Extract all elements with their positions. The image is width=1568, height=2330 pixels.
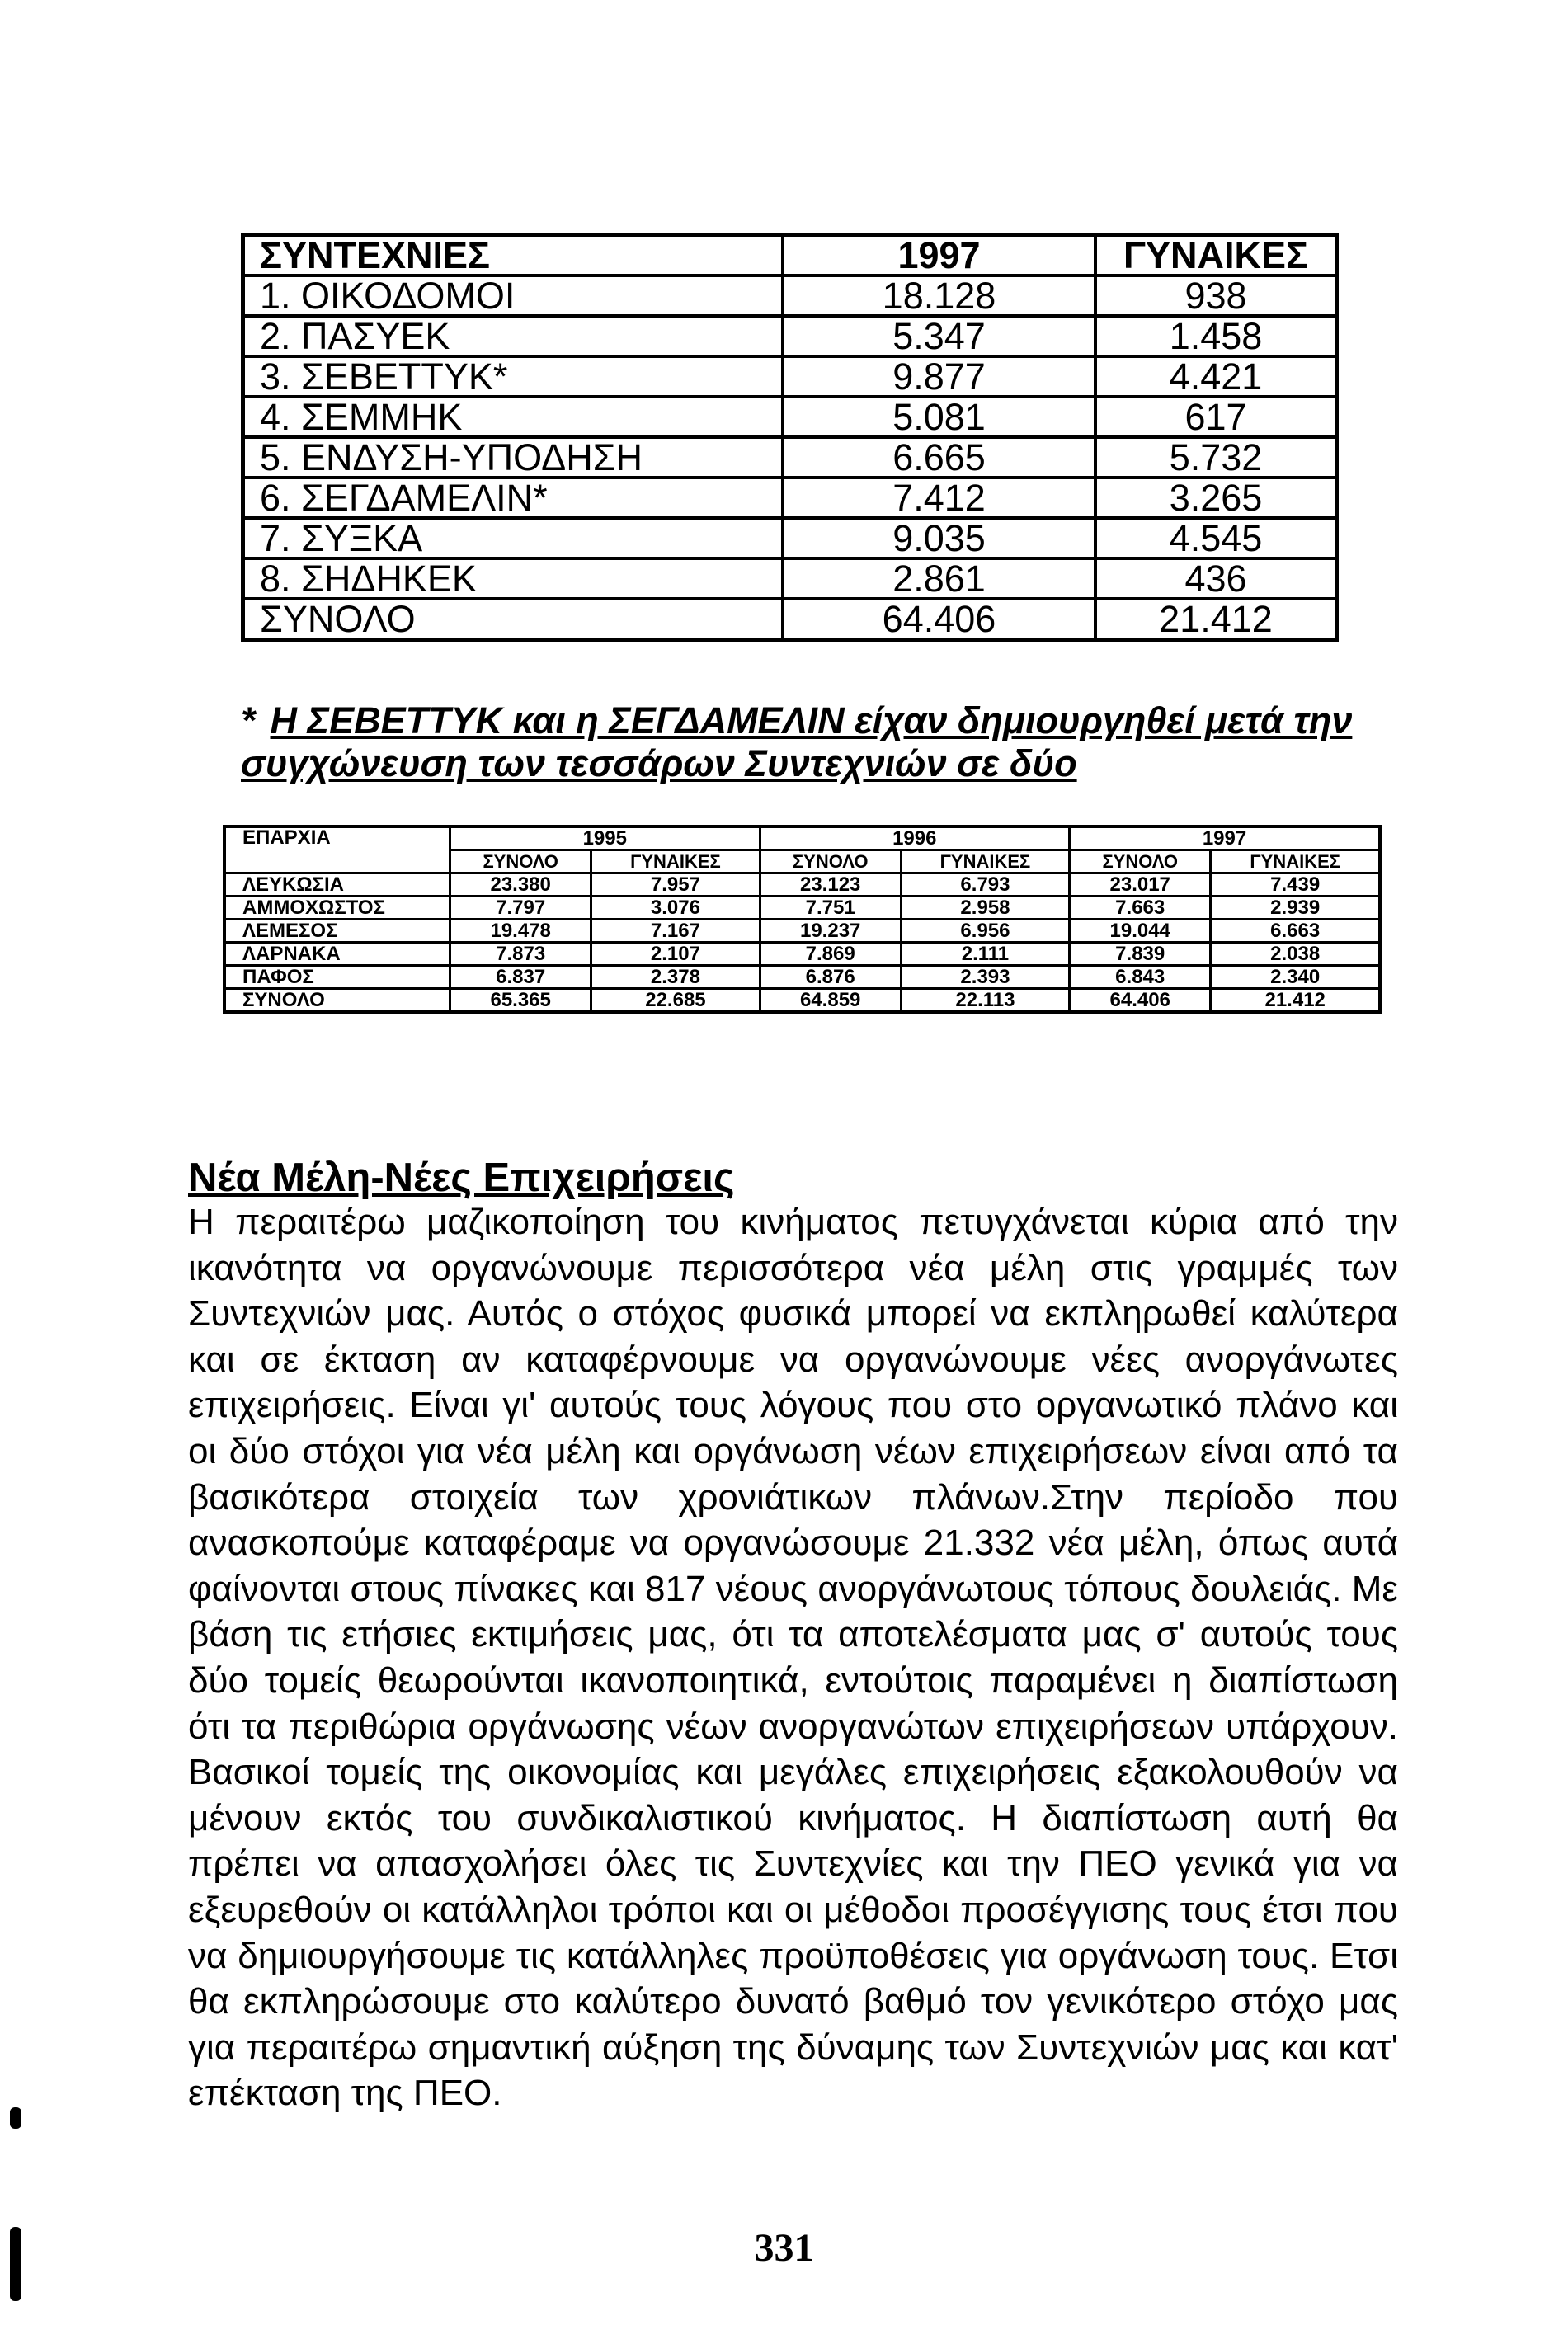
cell-union: 5. ΕΝΔΥΣΗ-ΥΠΟΔΗΣΗ [243,437,784,478]
cell-value: 7.869 [760,943,901,966]
cell-value: 64.859 [760,989,901,1013]
cell-union: 3. ΣΕΒΕΤΤΥΚ* [243,356,784,397]
footnote [241,699,1412,785]
cell-value: 6.663 [1211,920,1380,943]
cell-value: 7.439 [1211,873,1380,897]
cell-value: 65.365 [450,989,591,1013]
cell-value: 21.412 [1211,989,1380,1013]
cell-district: ΣΥΝΟΛΟ [224,989,450,1013]
unions-table [241,233,1339,642]
table-row [224,966,1380,989]
header-year-1996: 1996 [760,826,1070,850]
cell-value: 2.340 [1211,966,1380,989]
table-row [224,873,1380,897]
scan-edge-mark [10,2227,21,2301]
table-row [243,558,1337,599]
subheader-women: ΓΥΝΑΙΚΕΣ [591,850,760,873]
cell-total: 2.861 [783,558,1095,599]
cell-value: 19.478 [450,920,591,943]
cell-total: 9.035 [783,518,1095,558]
district-table [223,825,1382,1014]
scan-edge-mark [10,2107,21,2129]
cell-value: 7.167 [591,920,760,943]
subheader-women: ΓΥΝΑΙΚΕΣ [901,850,1069,873]
cell-value: 22.685 [591,989,760,1013]
subheader-total: ΣΥΝΟΛΟ [1070,850,1211,873]
year-header-row [224,826,1380,850]
cell-district: ΛΑΡΝΑΚΑ [224,943,450,966]
cell-value: 7.751 [760,897,901,920]
section-paragraph: Η περαιτέρω μαζικοποίηση του κινήματος πετυγχάνεται κύρια από την ικανότητα να οργανώνουμε περισσότερα νέα μέλη στις γραμμές των Συντεχνιών μας. Αυτός ο στόχος φυσικά μπορεί να εκπληρωθεί καλύτερα και σε έκταση αν καταφέρνουμε να οργανώνουμε νέες ανοργάνωτες επιχειρήσεις. Είναι γι' αυτούς τους λόγους που στο οργανωτικό πλάνο και οι δύο στόχοι για νέα μέλη και οργάνωση νέων επιχειρήσεων είναι από τα βασικότερα στοιχεία των χρονιάτικων πλάνων.Στην περίοδο που ανασκοπούμε καταφέραμε να οργανώσουμε 21.332 νέα μέλη, όπως αυτά φαίνονται στους πίνακες και 817 νέους ανοργάνωτους τόπους δουλειάς. Με βάση τις ετήσιες εκτιμήσεις μας, ότι τα αποτελέσματα μας σ' αυτούς τους δύο τομείς θεωρούνται ικανοποιητικά, εντούτοις παραμένει η διαπίστωση ότι τα περιθώρια οργάνωσης νέων ανοργανώτων επιχειρήσεων υπάρχουν. Βασικοί τομείς της οικονομίας και μεγάλες επιχειρήσεις εξακολουθούν να μένουν εκτός του συνδικαλιστικού κινήματος. Η διαπίστωση αυτή θα πρέπει να απασχολήσει όλες τις Συντεχνίες και την ΠΕΟ γενικά για να εξευρεθούν οι κατάλληλοι τρόποι και οι μέθοδοι προσέγγισης τους έτσι που να δημιουργήσουμε τις κατάλληλες προϋποθέσεις για οργάνωση τους. Ετσι θα εκπληρώσουμε στο καλύτερο δυνατό βαθμό τον γενικότερο στόχο μας για περαιτέρω σημαντική αύξηση της δύναμης των Συντεχνιών μας και κατ' επέκταση της ΠΕΟ. [188,1202,1398,2114]
cell-union: 2. ΠΑΣΥΕΚ [243,316,784,356]
cell-value: 2.107 [591,943,760,966]
cell-union: 1. ΟΙΚΟΔΟΜΟΙ [243,275,784,316]
cell-total: 6.665 [783,437,1095,478]
cell-value: 6.837 [450,966,591,989]
header-women: ΓΥΝΑΙΚΕΣ [1095,235,1337,276]
table-row [243,356,1337,397]
cell-value: 23.123 [760,873,901,897]
header-year: 1997 [783,235,1095,276]
cell-value: 6.793 [901,873,1069,897]
cell-value: 22.113 [901,989,1069,1013]
subheader-total: ΣΥΝΟΛΟ [760,850,901,873]
table-row [243,397,1337,437]
cell-value: 19.044 [1070,920,1211,943]
cell-value: 23.380 [450,873,591,897]
header-district: ΕΠΑΡΧΙΑ [224,826,450,873]
cell-total: 9.877 [783,356,1095,397]
cell-value: 2.393 [901,966,1069,989]
cell-total: 5.347 [783,316,1095,356]
cell-women: 436 [1095,558,1337,599]
cell-value: 7.873 [450,943,591,966]
cell-union: 4. ΣΕΜΜΗΚ [243,397,784,437]
cell-total: 18.128 [783,275,1095,316]
cell-total: 7.412 [783,478,1095,518]
cell-district: ΛΕΥΚΩΣΙΑ [224,873,450,897]
table-row [243,316,1337,356]
cell-value: 19.237 [760,920,901,943]
table-header-row [243,235,1337,276]
cell-union: ΣΥΝΟΛΟ [243,599,784,640]
subheader-total: ΣΥΝΟΛΟ [450,850,591,873]
cell-women: 4.545 [1095,518,1337,558]
table-row [224,897,1380,920]
cell-value: 2.378 [591,966,760,989]
cell-women: 4.421 [1095,356,1337,397]
cell-value: 7.839 [1070,943,1211,966]
cell-value: 2.038 [1211,943,1380,966]
footnote-text: Η ΣΕΒΕΤΤΥΚ και η ΣΕΓΔΑΜΕΛΙΝ είχαν δημιουργηθεί μετά την συγχώνευση των τεσσάρων Συντεχνιών σε δύο [241,699,1353,784]
cell-union: 6. ΣΕΓΔΑΜΕΛΙΝ* [243,478,784,518]
table-row [243,437,1337,478]
cell-women: 1.458 [1095,316,1337,356]
cell-value: 2.939 [1211,897,1380,920]
cell-women: 5.732 [1095,437,1337,478]
table-row [243,478,1337,518]
page-number: 331 [754,2226,814,2270]
cell-value: 6.876 [760,966,901,989]
header-unions: ΣΥΝΤΕΧΝΙΕΣ [243,235,784,276]
cell-value: 7.663 [1070,897,1211,920]
footnote-mark: * [241,699,256,741]
cell-value: 7.797 [450,897,591,920]
cell-total: 64.406 [783,599,1095,640]
cell-district: ΛΕΜΕΣΟΣ [224,920,450,943]
cell-value: 2.111 [901,943,1069,966]
section-heading: Νέα Μέλη-Νέες Επιχειρήσεις [188,1156,735,1200]
cell-value: 6.956 [901,920,1069,943]
table-row [224,920,1380,943]
cell-union: 8. ΣΗΔΗΚΕΚ [243,558,784,599]
cell-district: ΑΜΜΟΧΩΣΤΟΣ [224,897,450,920]
table-row [243,518,1337,558]
cell-total: 5.081 [783,397,1095,437]
cell-value: 7.957 [591,873,760,897]
header-year-1995: 1995 [450,826,760,850]
cell-value: 3.076 [591,897,760,920]
header-year-1997: 1997 [1070,826,1380,850]
cell-value: 23.017 [1070,873,1211,897]
table-row [243,275,1337,316]
cell-women: 938 [1095,275,1337,316]
cell-district: ΠΑΦΟΣ [224,966,450,989]
cell-union: 7. ΣΥΞΚΑ [243,518,784,558]
cell-value: 2.958 [901,897,1069,920]
cell-women: 3.265 [1095,478,1337,518]
cell-value: 64.406 [1070,989,1211,1013]
cell-women: 617 [1095,397,1337,437]
table-total-row [224,989,1380,1013]
table-row [224,943,1380,966]
cell-value: 6.843 [1070,966,1211,989]
subheader-women: ΓΥΝΑΙΚΕΣ [1211,850,1380,873]
table-total-row [243,599,1337,640]
cell-women: 21.412 [1095,599,1337,640]
